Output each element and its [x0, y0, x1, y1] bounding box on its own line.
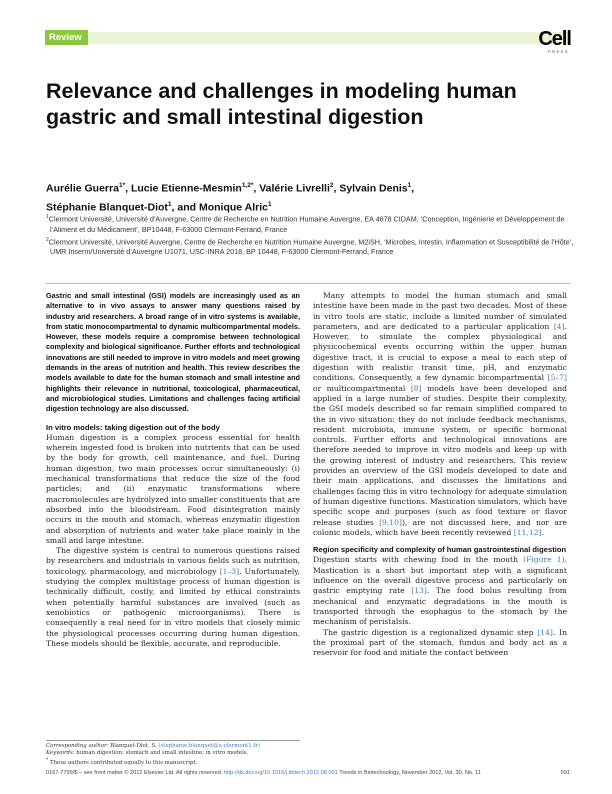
figure-link[interactable]: (Figure 1) — [523, 555, 565, 565]
authors-line-2: Stéphanie Blanquet-Diot$^1$, and Monique Alric$^1$ — [46, 200, 272, 213]
author-name: Lucie Etienne-Mesmin — [130, 182, 242, 195]
text-run: The gastric digestion is a regionalized dynamic step — [323, 627, 538, 637]
doi-link[interactable]: http://dx.doi.org/10.1016/j.tibtech.2012.08.001 — [223, 770, 338, 776]
page-footer — [46, 770, 570, 776]
text-run: or multicompartmental — [313, 383, 411, 393]
body-paragraph: Human digestion is a complex process essential for health wherein ingested food is broken into nutrients that can be used by the body for growth, cell maintenance, and fuel. During human digestion, two main processes occur simultaneously: (i) mechanical transformations that reduce the size of the food particles; and (ii) enzymatic transformations where macromolecules are hydrolyzed into smaller constituents that are absorbed into the bloodstream. Food disintegration mainly occurs in the mouth and stomach, whereas enzymatic digestion and absorption of nutrients and water take place mainly in the small and large intestine. — [46, 432, 300, 545]
footnote-mark: * — [46, 758, 49, 763]
affiliation-text: Clermont Université, Université Auvergne, Centre de Recherche en Nutrition Humaine Auvergne, M2iSH, ‘Microbes, Intestin, Inflammation et Susceptibilité de l’Hôte’, UMR Inserm/Université d’Auvergne U1071, USC-INRA 2018, BP 10448, F-63000 Clermont-Ferrand, France — [48, 237, 574, 257]
keywords — [46, 750, 300, 757]
text-run: models have been developed and applied in a large number of studies. Despite their complexity, the GSI models described so far remain simplified compared to the in vivo situation: they do not include feedback mechanisms, resident microbiota, immune system, or specific hormonal controls. Further efforts and technological innovations are therefore needed to improve in vitro models and keep up with the growing interest of industry and researchers. This review provides an overview of the GSI models developed to date and their main applications, and discusses the limitations and challenges facing this in vitro technology for adequate simulation of human digestive functions. Mastication simulators, which have specific scope and purposes (such as food texture or flavor release studies — [313, 383, 567, 527]
affiliations — [46, 212, 576, 258]
text-run: ), are not discussed here, and nor are colonic models, which have been recently reviewed — [313, 517, 567, 537]
affiliation-sup: 1 — [46, 214, 49, 220]
copyright: 0167-7799/$ – see front matter © 2012 Elsevier Ltd. All rights reserved. — [46, 770, 224, 776]
footnote-label: Keywords: — [46, 750, 75, 756]
body-paragraph — [313, 555, 567, 627]
review-tag: Review — [45, 30, 88, 45]
citation-link[interactable]: [9,10] — [379, 517, 402, 527]
citation-link[interactable]: [14] — [537, 627, 553, 637]
author-sup: 1 — [268, 200, 272, 208]
author-name: Aurélie Guerra — [46, 182, 119, 195]
right-column — [313, 291, 567, 658]
citation-link[interactable]: [11,12] — [513, 527, 542, 537]
page-number: 591 — [560, 770, 570, 776]
affiliation — [46, 235, 576, 258]
author-sup: 1 — [167, 200, 172, 208]
citation-link[interactable]: [1–3] — [219, 566, 240, 576]
author-sup: 1 — [407, 182, 412, 189]
equal-contribution-note — [46, 757, 300, 767]
footnote-text: These authors contributed equally to this manuscript. — [49, 759, 198, 766]
citation-link[interactable]: [4] — [553, 321, 565, 331]
text-run: . However, to simulate the complex physiological and physicochemical events occurring within the upper human digestive tract, it is crucial to expose a meal to each step of digestion with realistic transit time, pH, and enzymatic conditions. Consequently, a few dynamic bicompartmental — [313, 321, 567, 383]
email-link[interactable]: (stephanie.blanquet@u-clermont1.fr) — [158, 743, 261, 749]
text-run: The digestive system is central to numerous questions raised by researchers and industrials in various fields such as nutrition, toxicology, pharmacology, and microbiology — [46, 546, 300, 576]
footnote-label: Corresponding author: — [46, 743, 109, 749]
author-name: Sylvain Denis — [339, 182, 408, 195]
article-title: Relevance and challenges in modeling human gastric and small intestinal digestion — [46, 79, 517, 129]
author-name: Valérie Livrelli — [259, 182, 330, 195]
citation-link[interactable]: [5–7] — [547, 373, 567, 383]
left-column — [46, 291, 300, 649]
text-run: Digestion starts with chewing food in the mouth — [313, 555, 524, 565]
footnote-text: human digestion; stomach and small intestine; in vitro models. — [74, 750, 249, 756]
affiliation-sup: 2 — [46, 236, 49, 243]
author-name: Stéphanie Blanquet-Diot — [46, 201, 168, 213]
footnotes — [46, 740, 300, 767]
text-run: . In the proximal part of the stomach, fundus and body act as a reservoir for food and initiate the contact between — [313, 627, 568, 658]
text-run: . — [541, 527, 544, 537]
body-paragraph — [313, 628, 567, 659]
text-run: Many attempts to model the human stomach and small intestine have been made in the past two decades. Most of these in vitro tools are static, include a limited number of simulated parameters, and are dedicated to a particular application — [313, 291, 567, 331]
citation-link[interactable]: [8] — [410, 383, 422, 393]
cell-press-logo — [527, 29, 571, 54]
divider — [46, 283, 570, 284]
author-name: Monique Alric — [198, 201, 268, 213]
author-list — [46, 178, 576, 215]
text-run: . The food bolus resulting from mechanical and enzymatic degradations in the mouth is transported through the esophagus to the stomach by the mechanism of peristalsis. — [313, 586, 568, 627]
text-run: . Mastication is a short but important step with a significant influence on the overall digestive process and particularly on gastric emptying rate — [313, 555, 567, 596]
text-run: . Unfortunately, studying the complex multistage process of human digestion is technically difficult, costly, and limited by ethical constraints when potentially harmful substances are involved (such as xenobiotics or pathogenic microorganisms). There is consequently a real need for in vitro models that closely mimic the physiological processes occurring during human digestion. These models should be flexible, accurate, and reproducible. — [46, 566, 300, 648]
affiliation — [46, 212, 576, 235]
authors-line-1: Aurélie Guerra$^{1*}$, Lucie Etienne-Mesmin$^{1,2*}$, Valérie Livrelli$^2$, Sylvain Denis$^1$, — [46, 182, 415, 195]
journal-ref: Trends in Biotechnology, November 2012, Vol. 30, No. 11 — [337, 770, 481, 776]
abstract: Gastric and small intestinal (GSI) models are increasingly used as an alternative to in vivo assays to answer many questions raised by industry and researchers. A broad range of in vitro systems is available, from static monocompartmental to dynamic multicompartmental models. However, these models require a compromise between technological complexity and biological significance. Further efforts and technological innovations are still needed to improve in vitro models and meet growing demands in the areas of nutrition and health. This review describes the models available to date for the human stomach and small intestine and highlights their relevance in nutritional, toxicological, pharmaceutical, and microbiological studies. Limitations and challenges facing artificial digestion technology are also discussed. — [46, 291, 300, 414]
section-heading: Region specificity and complexity of human gastrointestinal digestion — [313, 545, 567, 555]
header-band — [45, 32, 569, 44]
author-sup: 1* — [118, 182, 126, 189]
citation-link[interactable]: [13] — [411, 586, 427, 596]
footnote-text: Blanquet-Diot, S. — [108, 743, 159, 749]
author-sup: 2 — [329, 182, 334, 189]
corresponding-author — [46, 743, 300, 750]
section-heading: In vitro models: taking digestion out of the body — [46, 422, 220, 432]
body-paragraph — [313, 291, 567, 538]
logo-sub: PRESS — [547, 49, 569, 54]
body-paragraph — [46, 546, 300, 649]
author-sup: 1,2* — [241, 182, 254, 189]
affiliation-text: Clermont Université, Université d’Auvergne, Centre de Recherche en Nutrition Humaine Auvergne, EA 4678 CIDAM, ‘Conception, Ingénierie et Développement de l’Aliment et du Médicament’, BP10448, F-63000 Clermont-Ferrand, France — [48, 214, 565, 234]
logo-main: Cell — [538, 28, 571, 50]
